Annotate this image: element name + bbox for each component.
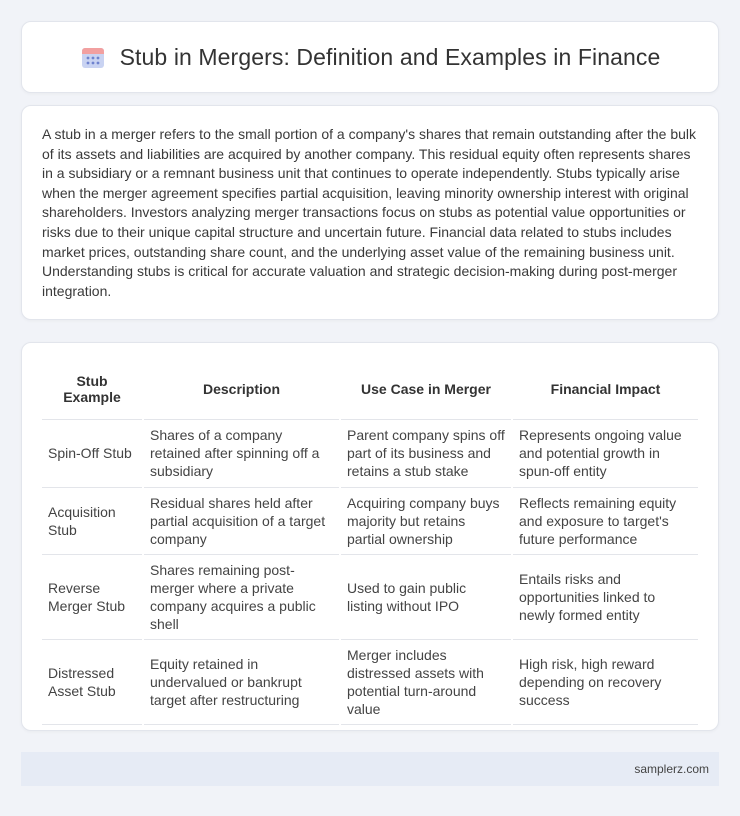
cell-description: Shares remaining post-merger where a private company acquires a public shell bbox=[143, 554, 340, 639]
cell-stub-example: Acquisition Stub bbox=[42, 487, 143, 554]
cell-financial-impact: Entails risks and opportunities linked to newly formed entity bbox=[512, 554, 698, 639]
cell-financial-impact: Represents ongoing value and potential growth in spun-off entity bbox=[512, 419, 698, 487]
title-wrap bbox=[80, 44, 661, 71]
column-header-use-case: Use Case in Merger bbox=[340, 359, 512, 419]
cell-financial-impact: High risk, high reward depending on recovery success bbox=[512, 639, 698, 724]
column-header-description: Description bbox=[143, 359, 340, 419]
page-title: Stub in Mergers: Definition and Examples in Finance bbox=[119, 43, 661, 70]
cell-financial-impact: Reflects remaining equity and exposure to target's future performance bbox=[512, 487, 698, 554]
cell-description: Shares of a company retained after spinning off a subsidiary bbox=[143, 419, 340, 487]
cell-description: Residual shares held after partial acquisition of a target company bbox=[143, 487, 340, 554]
cell-stub-example: Distressed Asset Stub bbox=[42, 639, 143, 724]
table-row bbox=[42, 554, 698, 639]
table-card bbox=[21, 342, 719, 731]
column-header-financial-impact: Financial Impact bbox=[512, 359, 698, 419]
table-header-row bbox=[42, 359, 698, 419]
intro-card bbox=[21, 105, 719, 320]
cell-use-case: Merger includes distressed assets with potential turn-around value bbox=[340, 639, 512, 724]
table-row bbox=[42, 639, 698, 724]
calendar-icon bbox=[80, 44, 106, 70]
cell-stub-example: Reverse Merger Stub bbox=[42, 554, 143, 639]
cell-stub-example: Spin-Off Stub bbox=[42, 419, 143, 487]
column-header-stub-example: Stub Example bbox=[42, 359, 143, 419]
intro-paragraph: A stub in a merger refers to the small portion of a company's shares that remain outstanding after the bulk of its assets and liabilities are acquired by another company. This residual equity often represents shares in a subsidiary or a remnant business unit that continues to operate independently. Stubs typically arise when the merger agreement specifies partial acquisition, leaving minority ownership interest with original shareholders. Investors analyzing merger transactions focus on stubs as potential value opportunities or risks due to their unique capital structure and uncertain future. Financial data related to stubs includes market prices, outstanding share count, and the underlying asset value of the remaining business unit. Understanding stubs is critical for accurate valuation and strategic decision-making during post-merger integration. bbox=[42, 126, 697, 299]
cell-description: Equity retained in undervalued or bankrupt target after restructuring bbox=[143, 639, 340, 724]
table-row bbox=[42, 419, 698, 487]
footer-site-link[interactable]: samplerz.com bbox=[634, 762, 709, 776]
table-row bbox=[42, 487, 698, 554]
stub-examples-table bbox=[42, 359, 698, 725]
header-card bbox=[21, 21, 719, 93]
footer bbox=[21, 752, 719, 786]
cell-use-case: Used to gain public listing without IPO bbox=[340, 554, 512, 639]
cell-use-case: Parent company spins off part of its business and retains a stub stake bbox=[340, 419, 512, 487]
cell-use-case: Acquiring company buys majority but retains partial ownership bbox=[340, 487, 512, 554]
